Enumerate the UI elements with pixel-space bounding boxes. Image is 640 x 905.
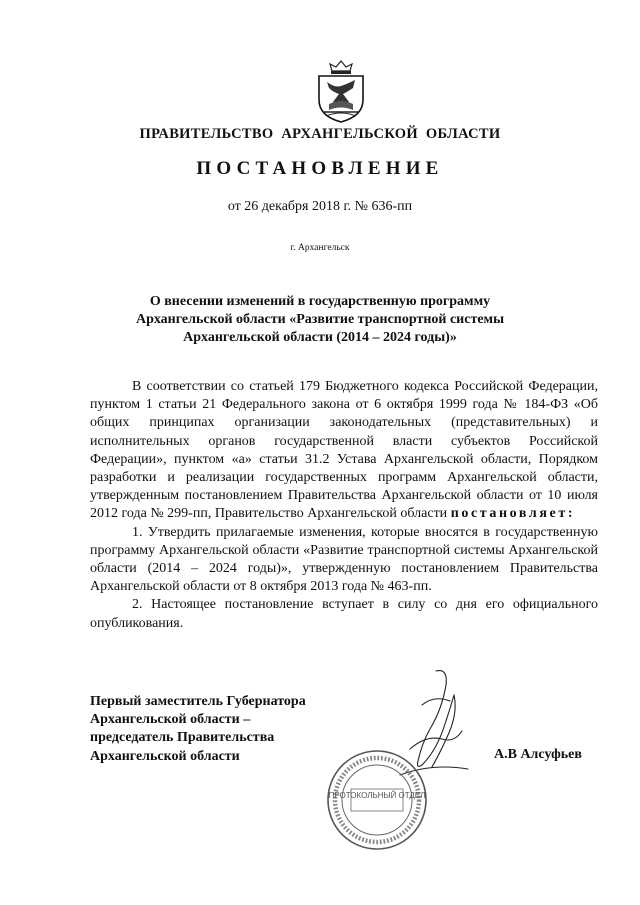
paragraph-item-2: 2. Настоящее постановление вступает в силу со дня его официального опубликования. bbox=[90, 597, 598, 631]
round-seal-stamp-icon bbox=[325, 748, 429, 852]
signer-line: Первый заместитель Губернатора bbox=[90, 694, 306, 709]
document-type: ПОСТАНОВЛЕНИЕ bbox=[196, 158, 444, 179]
coat-of-arms-icon bbox=[313, 58, 369, 124]
signer-line: председатель Правительства bbox=[90, 730, 275, 746]
subject-line: Архангельской области (2014 – 2024 годы)» bbox=[183, 330, 457, 345]
preamble-text: В соответствии со статьей 179 Бюджетного кодекса Российской Федерации, пунктом 1 статьи 21 Федерального закона от 6 октября 1999 года № 184-ФЗ «Об общих принципах организации законодательных (представительных) и исполнительных органов государственной власти субъектов Российской Федерации», пунктом «а» статьи 31.2 Устава Архангельской области, Порядком разработки и реализации государственных программ Архангельской области, утвержденным постановлением Правительства Архангельской области от 10 июля 2012 года № 299-пп, Правительство Архангельской области bbox=[90, 379, 598, 522]
paragraph-preamble bbox=[90, 378, 598, 524]
signer-line: Архангельской области – bbox=[90, 712, 251, 728]
subject-line: О внесении изменений в государственную программу bbox=[149, 294, 491, 309]
city: г. Архангельск bbox=[290, 243, 350, 253]
government-name: ПРАВИТЕЛЬСТВО АРХАНГЕЛЬСКОЙ ОБЛАСТИ bbox=[139, 126, 501, 142]
document-subject bbox=[90, 293, 550, 347]
document-body bbox=[90, 378, 598, 633]
stamp-text: ПРОТОКОЛЬНЫЙ ОТДЕЛ bbox=[328, 791, 426, 800]
signer-line: Архангельской области bbox=[90, 748, 240, 764]
paragraph-item-1: 1. Утвердить прилагаемые изменения, которые вносятся в государственную программу Архангельской области «Развитие транспортной системы Архангельской области (2014 – 2024 годы)», утвержденную постановлением Правительства Архангельской области от 8 октября 2013 года № 463-пп. bbox=[90, 524, 598, 595]
signer-name: А.В Алсуфьев bbox=[494, 747, 582, 762]
subject-line: Архангельской области «Развитие транспортной системы bbox=[135, 312, 505, 327]
date-number: от 26 декабря 2018 г. № 636-пп bbox=[227, 199, 413, 214]
decree-word: постановляет: bbox=[450, 506, 576, 522]
